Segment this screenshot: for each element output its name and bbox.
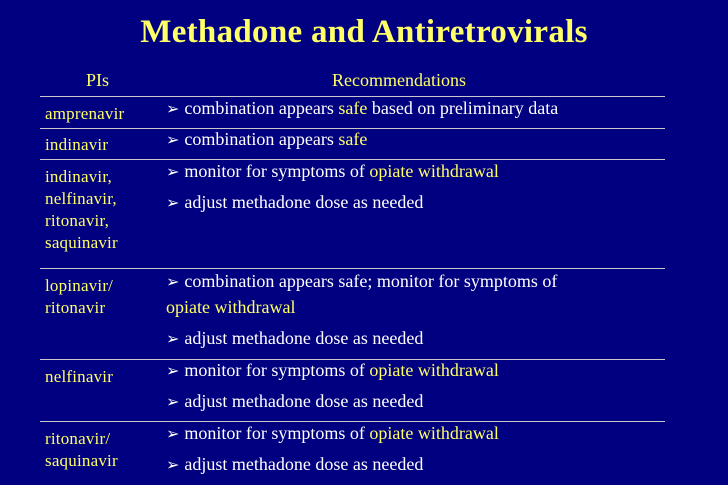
highlighted-text: opiate withdrawal	[166, 297, 296, 317]
recommendation-line	[166, 390, 656, 414]
slide-title: Methadone and Antiretrovirals	[140, 14, 588, 50]
recommendation-line	[166, 128, 656, 152]
recommendation-line	[166, 296, 656, 318]
pi-name-line: nelfinavir,	[45, 189, 117, 208]
pi-name-line: nelfinavir	[45, 367, 114, 386]
pi-name	[45, 366, 155, 388]
arrow-bullet-icon: ➢	[166, 195, 180, 212]
recommendation-line	[166, 359, 656, 383]
arrow-bullet-icon: ➢	[166, 274, 180, 291]
pi-name-line: indinavir	[45, 135, 109, 154]
recommendation-text: monitor for symptoms of	[184, 360, 370, 380]
pi-name	[45, 166, 155, 254]
arrow-bullet-icon: ➢	[166, 363, 180, 380]
highlighted-text: opiate withdrawal	[369, 360, 499, 380]
recommendation-line	[166, 422, 656, 446]
recommendation-line	[166, 453, 656, 477]
recommendation-text: combination appears	[184, 129, 339, 149]
recommendation-text: adjust methadone dose as needed	[184, 192, 424, 212]
pi-name-line: lopinavir/	[45, 276, 114, 295]
arrow-bullet-icon: ➢	[166, 331, 180, 348]
pi-name-line: ritonavir	[45, 298, 106, 317]
pi-name	[45, 134, 155, 156]
arrow-bullet-icon: ➢	[166, 457, 180, 474]
recommendation-text: monitor for symptoms of	[184, 423, 370, 443]
pi-name-line: indinavir,	[45, 167, 112, 186]
pi-name-line: saquinavir	[45, 451, 118, 470]
recommendation-text: based on preliminary data	[367, 98, 559, 118]
highlighted-text: opiate withdrawal	[369, 161, 499, 181]
row-divider	[40, 268, 665, 269]
column-header-pis: PIs	[86, 70, 110, 90]
recommendation-text: monitor for symptoms of	[184, 161, 370, 181]
highlighted-text: safe	[338, 98, 368, 118]
highlighted-text: opiate withdrawal	[369, 423, 499, 443]
highlighted-text: safe	[338, 129, 368, 149]
pi-name-line: amprenavir	[45, 104, 125, 123]
recommendation-line	[166, 327, 656, 351]
recommendation-text: adjust methadone dose as needed	[184, 328, 424, 348]
recommendation-line	[166, 160, 656, 184]
arrow-bullet-icon: ➢	[166, 101, 180, 118]
pi-name	[45, 428, 155, 472]
pi-name	[45, 103, 155, 125]
recommendation-line	[166, 270, 656, 294]
recommendation-line	[166, 191, 656, 215]
recommendation-text: combination appears safe; monitor for symptoms of	[184, 271, 558, 291]
pi-name-line: saquinavir	[45, 233, 118, 252]
recommendation-text: adjust methadone dose as needed	[184, 454, 424, 474]
arrow-bullet-icon: ➢	[166, 132, 180, 149]
pi-name-line: ritonavir/	[45, 429, 111, 448]
pi-name-line: ritonavir,	[45, 211, 110, 230]
pi-name	[45, 275, 155, 319]
arrow-bullet-icon: ➢	[166, 426, 180, 443]
recommendation-text: combination appears	[184, 98, 339, 118]
column-header-recommendations: Recommendations	[332, 70, 466, 90]
recommendation-line	[166, 97, 656, 121]
arrow-bullet-icon: ➢	[166, 394, 180, 411]
arrow-bullet-icon: ➢	[166, 164, 180, 181]
recommendation-text: adjust methadone dose as needed	[184, 391, 424, 411]
